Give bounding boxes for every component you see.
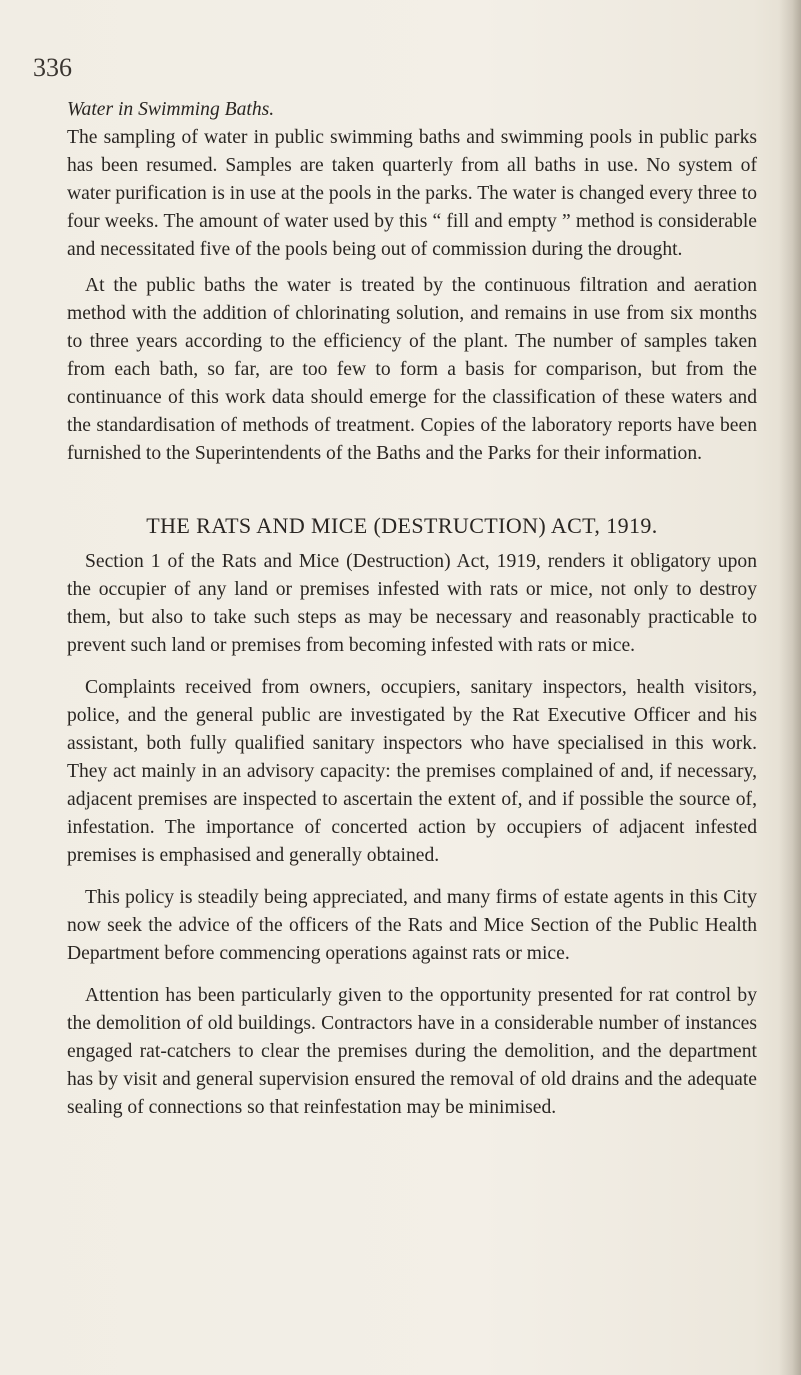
- page-edge-shadow: [779, 0, 801, 1375]
- paragraph-water-1: The sampling of water in public swimming baths and swimming pools in public parks has been resumed. Samples are taken quarterly from all baths in use. No system of water purification is in use at the pools in the parks. The water is changed every three to four weeks. The amount of water used by this “ fill and empty ” method is considerable and necessitated five of the pools being out of commission during the drought.: [67, 127, 757, 260]
- paragraph-rats-2: Complaints received from owners, occupiers, sanitary inspectors, health visitors, police, and the general public are investigated by the Rat Executive Officer and his assistant, both fully qualified sanitary inspectors who have specialised in this work. They act mainly in an advisory capacity: the premises complained of and, if necessary, adjacent premises are inspected to ascertain the extent of, and if possible the source of, infestation. The importance of concerted action by occupiers of adjacent infested premises is emphasised and generally obtained.: [67, 677, 757, 866]
- page-content: [67, 96, 757, 1122]
- paragraph-water-2: At the public baths the water is treated by the continuous filtration and aeration method with the addition of chlorinating solution, and remains in use from six months to three years according to the efficiency of the plant. The number of samples taken from each bath, so far, are too few to form a basis for comparison, but from the continuance of this work data should emerge for the classification of these waters and the standardisation of methods of treatment. Copies of the laboratory reports have been furnished to the Superintendents of the Baths and the Parks for their information.: [67, 275, 757, 464]
- paragraph-rats-3: This policy is steadily being appreciated, and many firms of estate agents in this City now seek the advice of the officers of the Rats and Mice Section of the Public Health Department before commencing operations against rats or mice.: [67, 887, 757, 964]
- page-number: 336: [33, 53, 72, 82]
- section-heading-rats: THE RATS AND MICE (DESTRUCTION) ACT, 1919.: [146, 513, 658, 538]
- paragraph-rats-4: Attention has been particularly given to the opportunity presented for rat control by the demolition of old buildings. Contractors have in a considerable number of instances engaged rat-catchers to clear the premises during the demolition, and the department has by visit and general supervision ensured the removal of old drains and the adequate sealing of connections so that reinfestation may be minimised.: [67, 985, 757, 1118]
- paragraph-rats-1: Section 1 of the Rats and Mice (Destruction) Act, 1919, renders it obligatory upon the occupier of any land or premises infested with rats or mice, not only to destroy them, but also to take such steps as may be necessary and reasonably practicable to prevent such land or premises from becoming infested with rats or mice.: [67, 551, 757, 656]
- section-title-water: Water in Swimming Baths.: [67, 99, 275, 120]
